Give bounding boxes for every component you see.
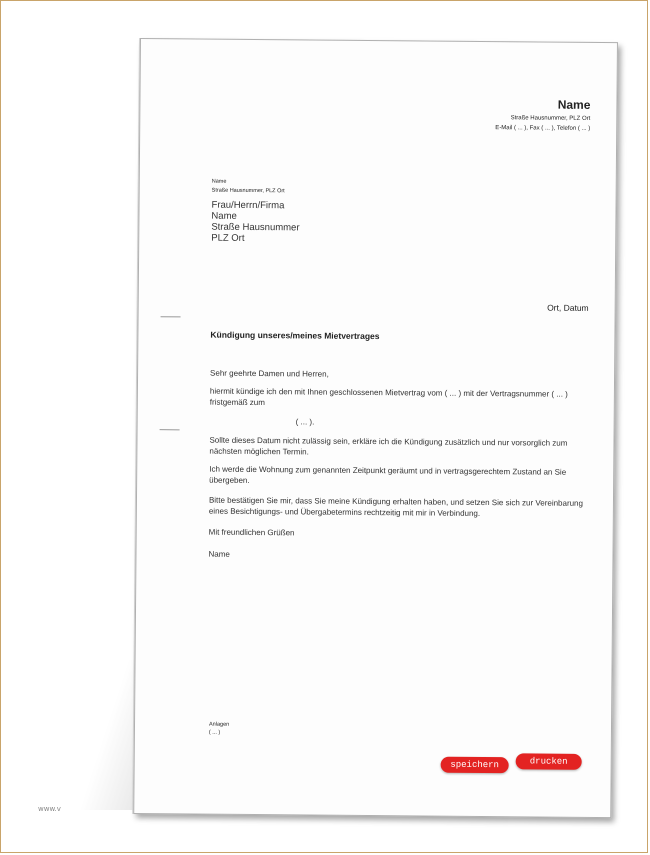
recipient-line-1: Frau/Herrn/Firma [211, 199, 285, 212]
paragraph-3: Ich werde die Wohnung zum genannten Zeitpunkt geräumt und in vertragsgerechtem Zustand an Sie übergeben. [209, 464, 567, 485]
salutation: Sehr geehrte Damen und Herren, [210, 368, 329, 379]
closing: Mit freundlichen Grüßen [208, 527, 295, 538]
paragraph-1: hiermit kündige ich den mit Ihnen geschlossenen Mietvertrag vom ( ... ) mit der Vertragsnummer ( ... ) fristgemäß zum [209, 386, 568, 408]
letter-page [133, 38, 618, 818]
recipient-line-2: Name [211, 210, 237, 222]
letter-subject: Kündigung unseres/meines Mietvertrages [210, 329, 380, 342]
paragraph-2: Sollte dieses Datum nicht zulässig sein, erkläre ich die Kündigung zusätzlich und nur vorsorglich zum nächsten möglichen Termin. [209, 435, 568, 457]
return-address-street: Straße Hausnummer, PLZ Ort [211, 187, 285, 195]
attachments-value: ( ... ) [208, 729, 221, 736]
recipient-line-3: Straße Hausnummer [211, 221, 300, 234]
print-button[interactable]: drucken [516, 753, 582, 770]
save-button[interactable]: speichern [441, 757, 509, 774]
attachments-label: Anlagen [208, 721, 230, 728]
sender-name: Name [557, 97, 591, 112]
watermark-text: www.v [38, 805, 61, 813]
letter-date: Ort, Datum [547, 302, 589, 313]
fold-mark-middle [160, 429, 180, 430]
termination-date: ( ... ). [295, 417, 315, 427]
recipient-line-4: PLZ Ort [211, 232, 245, 244]
fold-mark-top [161, 316, 181, 317]
return-address-name: Name [211, 178, 227, 185]
paragraph-4: Bitte bestätigen Sie mir, dass Sie meine Kündigung erhalten haben, und setzen Sie sich zur Vereinbarung eines Besichtigungs- und Übergabetermins rechtzeitig mit mir in Verbindung. [208, 495, 584, 518]
sender-street: Straße Hausnummer, PLZ Ort [510, 115, 591, 122]
sender-contact: E-Mail ( ... ), Fax ( ... ), Telefon ( ... ) [495, 125, 591, 132]
signature-name: Name [208, 549, 230, 559]
